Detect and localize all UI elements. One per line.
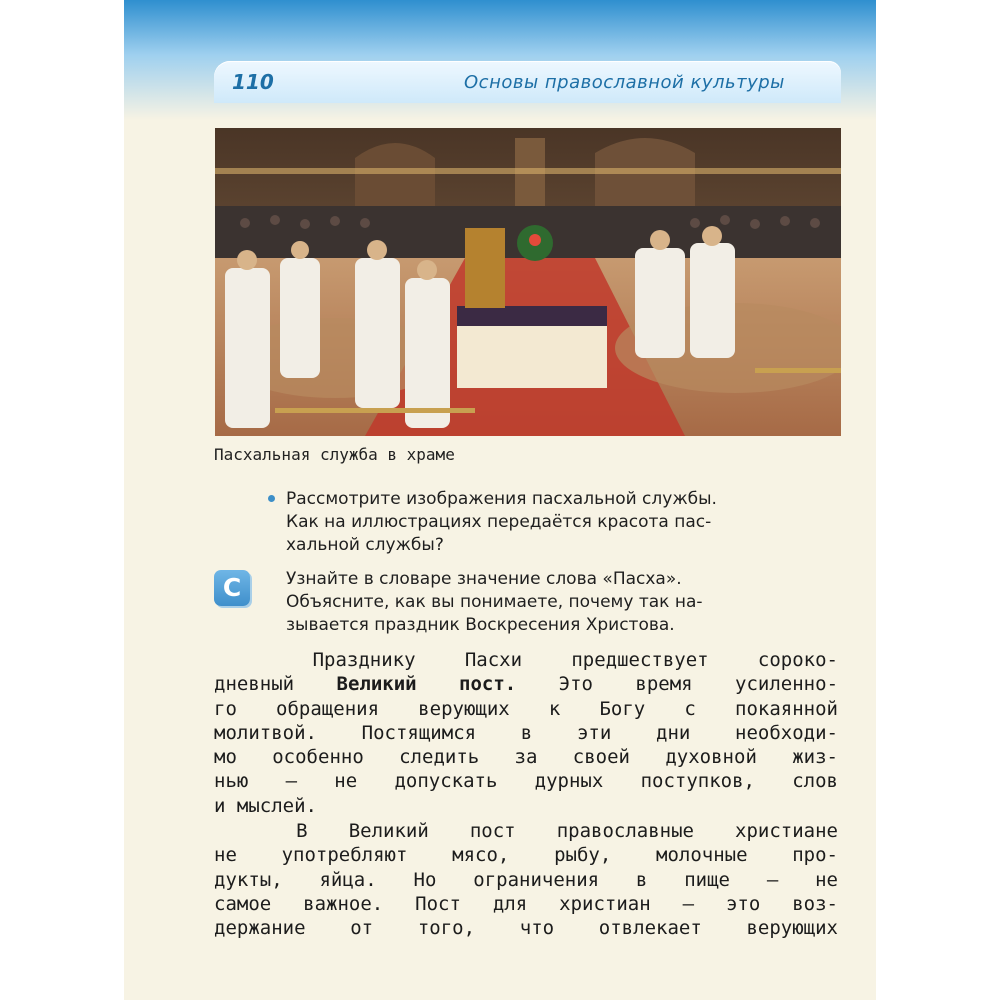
paragraph-line: держание от того, что отвлекает верующих (214, 917, 838, 940)
question-text (286, 488, 842, 557)
easter-service-photo (215, 128, 841, 436)
paragraph-line: самое важное. Пост для христиан — это воз- (214, 892, 838, 915)
paragraph-line: го обращения верующих к Богу с покаянной (214, 697, 838, 720)
page-number: 110 (232, 70, 274, 94)
running-title: Основы православной культуры (464, 72, 785, 93)
paragraph-line: молитвой. Постящимся в эти дни необходи- (214, 721, 838, 744)
dictionary-task-line: Узнайте в словаре значение слова «Пасха». (286, 569, 682, 589)
paragraph-great-lent (214, 648, 838, 818)
paragraph-line: В Великий пост православные христиане (214, 820, 838, 842)
dictionary-icon: С (214, 570, 250, 606)
term-great-lent: Великий пост. (336, 673, 517, 696)
paragraph-text: дневный (214, 673, 337, 696)
question-line: Рассмотрите изображения пасхальной службы. (286, 489, 717, 509)
dictionary-task-line: Объясните, как вы понимаете, почему так на- (286, 592, 703, 612)
paragraph-line: и мыслей. (214, 794, 317, 817)
paragraph-text: Это время усиленно- (516, 673, 839, 696)
paragraph-line: нью — не допускать дурных поступков, слов (214, 770, 838, 793)
dictionary-task-text (286, 568, 842, 637)
paragraph-line: дукты, яйца. Но ограничения в пище — не (214, 868, 838, 891)
paragraph-line: не употребляют мясо, рыбу, молочные про- (214, 844, 838, 867)
bullet-icon (268, 495, 275, 502)
paragraph-fasting-rules (214, 819, 838, 940)
paragraph-line: Празднику Пасхи предшествует сороко- (214, 649, 838, 671)
question-line: Как на иллюстрациях передаётся красота пас- (286, 512, 712, 532)
question-line: хальной службы? (286, 535, 444, 555)
dictionary-task-line: зывается праздник Воскресения Христова. (286, 615, 675, 635)
photo-caption: Пасхальная служба в храме (214, 445, 455, 464)
paragraph-line (214, 672, 838, 696)
photo-illustration (215, 128, 841, 436)
paragraph-line: мо особенно следить за своей духовной жиз- (214, 746, 838, 769)
